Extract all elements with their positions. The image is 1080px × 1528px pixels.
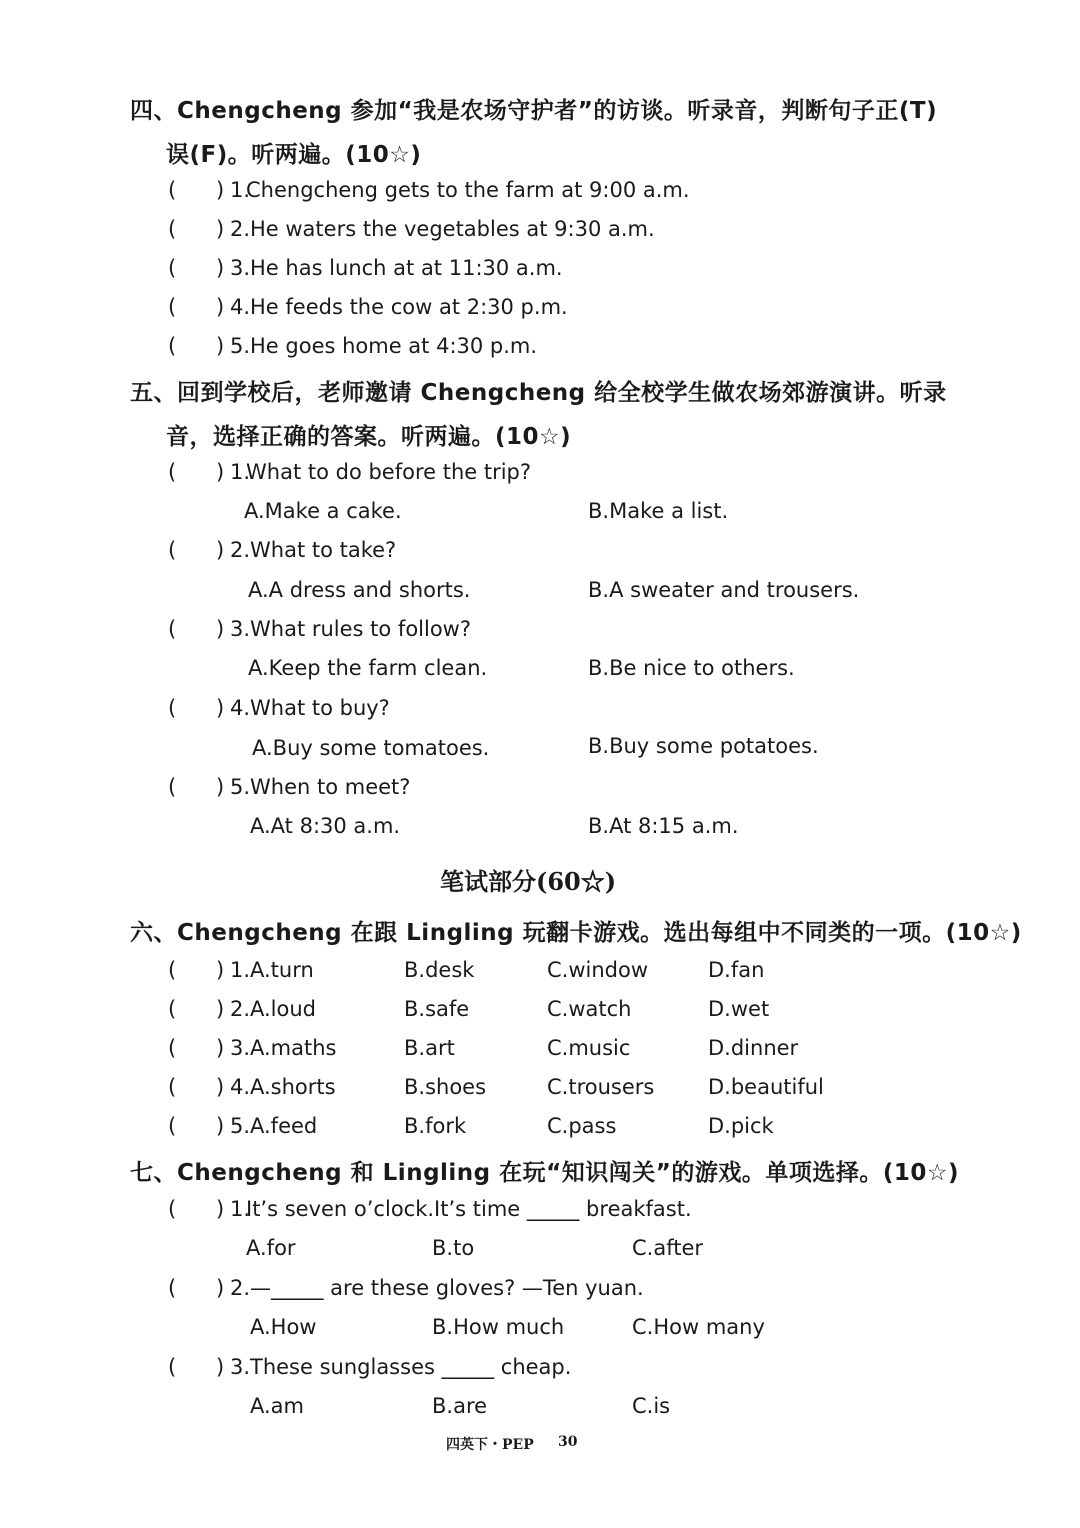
option-c: C.trousers xyxy=(547,1075,655,1099)
answer-paren-open[interactable]: ( xyxy=(168,295,177,319)
question-text: When to meet? xyxy=(250,775,411,799)
written-part-title: 笔试部分(60☆) xyxy=(440,867,617,896)
answer-paren-close: ) xyxy=(216,256,225,280)
question-number: 5. xyxy=(230,1114,251,1138)
option-d: D.fan xyxy=(708,958,765,982)
question-text: Chengcheng gets to the farm at 9:00 a.m. xyxy=(246,178,690,202)
question-text: What to buy? xyxy=(250,696,390,720)
question-text: What rules to follow? xyxy=(250,617,472,641)
option-a: A.shorts xyxy=(250,1075,336,1099)
section4-heading-line2: 误(F)。听两遍。(10☆) xyxy=(166,142,422,168)
option-a: A.Buy some tomatoes. xyxy=(252,736,490,760)
question-text: What to take? xyxy=(250,538,397,562)
answer-paren-close: ) xyxy=(216,178,225,202)
answer-paren-open[interactable]: ( xyxy=(168,178,177,202)
option-a: A.for xyxy=(246,1236,296,1260)
option-a: A.How xyxy=(250,1315,317,1339)
page-number: 30 xyxy=(558,1434,578,1450)
option-b: B.At 8:15 a.m. xyxy=(588,814,739,838)
answer-paren-close: ) xyxy=(216,617,225,641)
option-c: C.pass xyxy=(547,1114,617,1138)
footer-label: 四英下・PEP xyxy=(446,1437,534,1453)
option-a: A.A dress and shorts. xyxy=(248,578,471,602)
option-a: A.At 8:30 a.m. xyxy=(250,814,401,838)
question-text: He feeds the cow at 2:30 p.m. xyxy=(250,295,568,319)
answer-paren-close: ) xyxy=(216,958,225,982)
answer-paren-open[interactable]: ( xyxy=(168,1197,177,1221)
option-a: A.feed xyxy=(250,1114,318,1138)
option-b: B.Be nice to others. xyxy=(588,656,795,680)
question-text: It’s seven o’clock.It’s time _____ breakfast. xyxy=(246,1197,692,1221)
answer-paren-open[interactable]: ( xyxy=(168,997,177,1021)
answer-paren-close: ) xyxy=(216,1075,225,1099)
answer-paren-close: ) xyxy=(216,1355,225,1379)
answer-paren-open[interactable]: ( xyxy=(168,696,177,720)
answer-paren-close: ) xyxy=(216,217,225,241)
answer-paren-close: ) xyxy=(216,1276,225,1300)
answer-paren-close: ) xyxy=(216,295,225,319)
option-a: A.turn xyxy=(250,958,314,982)
answer-paren-open[interactable]: ( xyxy=(168,1355,177,1379)
option-a: A.Make a cake. xyxy=(244,499,402,523)
option-b: B.A sweater and trousers. xyxy=(588,578,860,602)
option-c: C.window xyxy=(547,958,649,982)
option-c: C.music xyxy=(547,1036,631,1060)
option-b: B.are xyxy=(432,1394,488,1418)
option-d: D.beautiful xyxy=(708,1075,824,1099)
question-number: 2. xyxy=(230,1276,251,1300)
option-a: A.loud xyxy=(250,997,316,1021)
answer-paren-close: ) xyxy=(216,1036,225,1060)
option-b: B.shoes xyxy=(404,1075,487,1099)
option-a: A.am xyxy=(250,1394,304,1418)
question-text: He waters the vegetables at 9:30 a.m. xyxy=(250,217,655,241)
option-b: B.desk xyxy=(404,958,475,982)
question-number: 4. xyxy=(230,295,251,319)
question-number: 5. xyxy=(230,775,251,799)
option-c: C.after xyxy=(632,1236,704,1260)
answer-paren-close: ) xyxy=(216,1114,225,1138)
section7-heading: 七、Chengcheng 和 Lingling 在玩“知识闯关”的游戏。单项选择。(10☆) xyxy=(130,1160,960,1186)
option-b: B.safe xyxy=(404,997,470,1021)
answer-paren-open[interactable]: ( xyxy=(168,217,177,241)
question-number: 2. xyxy=(230,538,251,562)
answer-paren-close: ) xyxy=(216,460,225,484)
answer-paren-open[interactable]: ( xyxy=(168,617,177,641)
option-c: C.How many xyxy=(632,1315,765,1339)
option-c: C.is xyxy=(632,1394,671,1418)
answer-paren-open[interactable]: ( xyxy=(168,1075,177,1099)
question-number: 4. xyxy=(230,696,251,720)
option-d: D.dinner xyxy=(708,1036,799,1060)
option-b: B.How much xyxy=(432,1315,565,1339)
section5-heading-line1: 五、回到学校后，老师邀请 Chengcheng 给全校学生做农场郊游演讲。听录 xyxy=(130,380,947,406)
option-b: B.Buy some potatoes. xyxy=(588,734,819,758)
answer-paren-open[interactable]: ( xyxy=(168,958,177,982)
option-a: A.Keep the farm clean. xyxy=(248,656,488,680)
answer-paren-open[interactable]: ( xyxy=(168,538,177,562)
section6-heading: 六、Chengcheng 在跟 Lingling 玩翻卡游戏。选出每组中不同类的一项。(10☆) xyxy=(130,920,1022,946)
question-number: 3. xyxy=(230,1036,251,1060)
answer-paren-open[interactable]: ( xyxy=(168,775,177,799)
answer-paren-open[interactable]: ( xyxy=(168,1036,177,1060)
section5-heading-line2: 音，选择正确的答案。听两遍。(10☆) xyxy=(166,424,572,450)
question-text: What to do before the trip? xyxy=(246,460,532,484)
answer-paren-open[interactable]: ( xyxy=(168,256,177,280)
answer-paren-close: ) xyxy=(216,334,225,358)
question-number: 1. xyxy=(230,1197,251,1221)
option-b: B.Make a list. xyxy=(588,499,729,523)
answer-paren-close: ) xyxy=(216,538,225,562)
answer-paren-close: ) xyxy=(216,1197,225,1221)
answer-paren-close: ) xyxy=(216,775,225,799)
option-b: B.to xyxy=(432,1236,475,1260)
question-number: 4. xyxy=(230,1075,251,1099)
option-d: D.pick xyxy=(708,1114,774,1138)
answer-paren-open[interactable]: ( xyxy=(168,460,177,484)
answer-paren-close: ) xyxy=(216,997,225,1021)
option-b: B.art xyxy=(404,1036,455,1060)
answer-paren-open[interactable]: ( xyxy=(168,1276,177,1300)
question-text: He goes home at 4:30 p.m. xyxy=(250,334,538,358)
question-number: 3. xyxy=(230,1355,251,1379)
question-number: 5. xyxy=(230,334,251,358)
section4-heading-line1: 四、Chengcheng 参加“我是农场守护者”的访谈。听录音，判断句子正(T) xyxy=(130,98,938,124)
question-text: He has lunch at at 11:30 a.m. xyxy=(250,256,563,280)
question-number: 1. xyxy=(230,178,251,202)
question-number: 3. xyxy=(230,256,251,280)
answer-paren-open[interactable]: ( xyxy=(168,334,177,358)
question-text: These sunglasses _____ cheap. xyxy=(250,1355,572,1379)
option-a: A.maths xyxy=(250,1036,337,1060)
question-number: 3. xyxy=(230,617,251,641)
option-c: C.watch xyxy=(547,997,632,1021)
question-number: 2. xyxy=(230,217,251,241)
question-text: —_____ are these gloves? —Ten yuan. xyxy=(250,1276,644,1300)
answer-paren-open[interactable]: ( xyxy=(168,1114,177,1138)
option-b: B.fork xyxy=(404,1114,467,1138)
option-d: D.wet xyxy=(708,997,770,1021)
answer-paren-close: ) xyxy=(216,696,225,720)
question-number: 1. xyxy=(230,460,251,484)
question-number: 2. xyxy=(230,997,251,1021)
question-number: 1. xyxy=(230,958,251,982)
